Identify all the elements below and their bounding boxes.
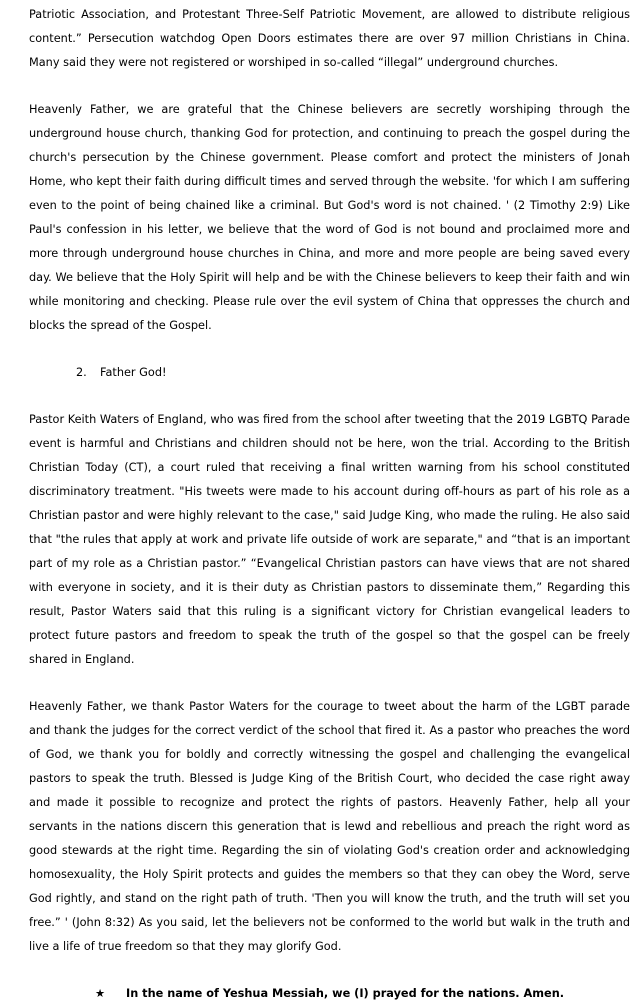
paragraph-prayer-pastor-waters: Heavenly Father, we thank Pastor Waters for the courage to tweet about the harm of the LGBT parade and thank the judges for the correct verdict of the school that fired it. As a pastor who preaches the word of God, we thank you for boldly and correctly witnessing the gospel and challenging the evangelical pastors to speak the truth. Blessed is Judge King of the British Court, who decided the case right away and made it possible to recognize and protect the rights of pastors. Heavenly Father, help all your servants in the nations discern this generation that is lewd and rebellious and preach the right word as good stewards at the right time. Regarding the sin of violating God's creation order and acknowledging homosexuality, the Holy Spirit protects and guides the members so that they can obey the Word, serve God rightly, and stand on the right path of truth. 'Then you will know the truth, and the truth will set you free.” ' (John 8:32) As you said, let the believers not be conformed to the world but walk in the truth and live a life of true freedom so that they may glorify God. (29, 700, 630, 953)
paragraph-gap (29, 75, 630, 98)
paragraph-pastor-waters-report: Pastor Keith Waters of England, who was fired from the school after tweeting that the 2019 LGBTQ Parade event is harmful and Christians and children should not be here, won the trial. According to the British Christian Today (CT), a court ruled that receiving a final written warning from his school constituted discriminatory treatment. "His tweets were made to his account during off-hours as part of his role as a Christian pastor and were highly relevant to the case," said Judge King, who made the ruling. He also said that "the rules that apply at work and private life outside of work are separate," and “that is an important part of my role as a Christian pastor.” “Evangelical Christian pastors can have views that are not shared with everyone in society, and it is their duty as Christian pastors to disseminate them,” Regarding this result, Pastor Waters said that this ruling is a significant victory for Christian evangelical leaders to protect future pastors and freedom to speak the truth of the gospel so that the gospel can be freely shared in England. (29, 413, 630, 666)
paragraph-gap (29, 338, 630, 361)
paragraph-gap (29, 385, 630, 408)
paragraph-gap (29, 959, 630, 982)
closing-prayer-text: In the name of Yeshua Messiah, we (I) prayed for the nations. Amen. (126, 987, 565, 1000)
paragraph-gap (29, 672, 630, 695)
section-title: Father God! (100, 366, 167, 379)
paragraph-prayer-china: Heavenly Father, we are grateful that the Chinese believers are secretly worshiping through the underground house church, thanking God for protection, and continuing to preach the gospel during the church's persecution by the Chinese government. Please comfort and protect the ministers of Jonah Home, who kept their faith during difficult times and served through the website. 'for which I am suffering even to the point of being chained like a criminal. But God's word is not chained. ' (2 Timothy 2:9) Like Paul's confession in his letter, we believe that the word of God is not bound and proclaimed more and more through underground house churches in China, and more and more people are being saved every day. We believe that the Holy Spirit will help and be with the Chinese believers to keep their faith and win while monitoring and checking. Please rule over the evil system of China that oppresses the church and blocks the spread of the Gospel. (29, 103, 630, 332)
document-page (29, 3, 630, 1006)
section-number: 2. (76, 366, 87, 379)
star-bullet-icon: ★ (95, 987, 106, 1000)
section-heading-father-god (29, 361, 630, 385)
paragraph-persecution-report: Patriotic Association, and Protestant Three-Self Patriotic Movement, are allowed to distribute religious content.” Persecution watchdog Open Doors estimates there are over 97 million Christians in China. Many said they were not registered or worshiped in so-called “illegal” underground churches. (29, 8, 630, 69)
closing-prayer (29, 982, 630, 1006)
